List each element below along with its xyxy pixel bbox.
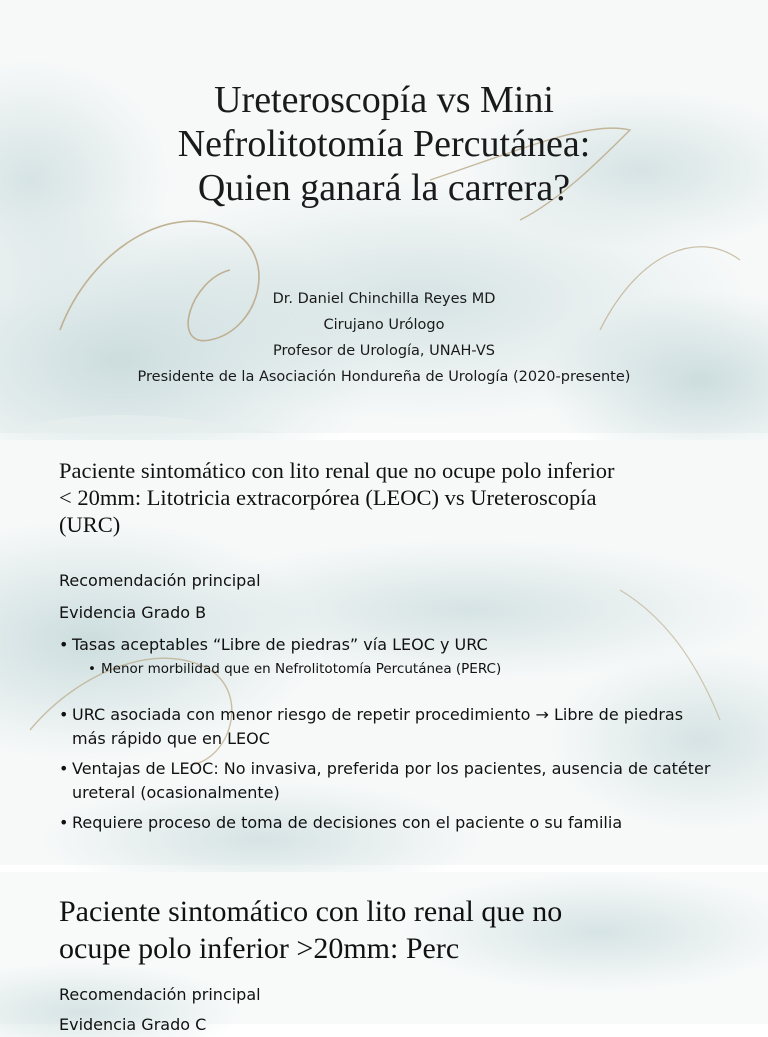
heading-line: (URC) bbox=[59, 512, 121, 537]
bullet-item: • Tasas aceptables “Libre de piedras” vía LEOC y URC bbox=[59, 633, 719, 657]
bullet-item: • Requiere proceso de toma de decisiones con el paciente o su familia bbox=[59, 811, 719, 835]
title-line: Quien ganará la carrera? bbox=[197, 167, 571, 209]
author-credits bbox=[0, 286, 768, 390]
slide-heading bbox=[59, 457, 719, 538]
presentation-title bbox=[0, 78, 768, 210]
title-line: Ureteroscopía vs Mini bbox=[214, 79, 554, 121]
author-association: Presidente de la Asociación Hondureña de Urología (2020-presente) bbox=[137, 369, 631, 385]
content-slide-2 bbox=[0, 872, 768, 1034]
author-position: Profesor de Urología, UNAH-VS bbox=[273, 343, 495, 359]
recommendation-label: Recomendación principal bbox=[59, 571, 261, 590]
bullet-item: • URC asociada con menor riesgo de repetir procedimiento → Libre de piedras más rápido que en LEOC bbox=[59, 703, 719, 751]
heading-line: Paciente sintomático con lito renal que no bbox=[59, 895, 563, 928]
author-name: Dr. Daniel Chinchilla Reyes MD bbox=[272, 291, 496, 307]
title-line: Nefrolitotomía Percutánea: bbox=[177, 123, 591, 165]
evidence-label: Evidencia Grado B bbox=[59, 603, 207, 622]
sub-bullet-item: • Menor morbilidad que en Nefrolitotomía Percutánea (PERC) bbox=[59, 659, 719, 679]
title-slide bbox=[0, 0, 768, 433]
recommendation-label: Recomendación principal bbox=[59, 985, 261, 1004]
heading-line: < 20mm: Litotricia extracorpórea (LEOC) vs Ureteroscopía bbox=[59, 485, 597, 510]
heading-line: ocupe polo inferior >20mm: Perc bbox=[59, 932, 460, 965]
heading-line: Paciente sintomático con lito renal que no ocupe polo inferior bbox=[59, 458, 615, 483]
author-role: Cirujano Urólogo bbox=[323, 317, 445, 333]
slide-body bbox=[59, 569, 719, 837]
bullet-item: • Ventajas de LEOC: No invasiva, preferida por los pacientes, ausencia de catéter ureteral (ocasionalmente) bbox=[59, 757, 719, 805]
evidence-label: Evidencia Grado C bbox=[59, 1015, 207, 1034]
slide-heading bbox=[59, 893, 719, 967]
content-slide-1 bbox=[0, 440, 768, 865]
